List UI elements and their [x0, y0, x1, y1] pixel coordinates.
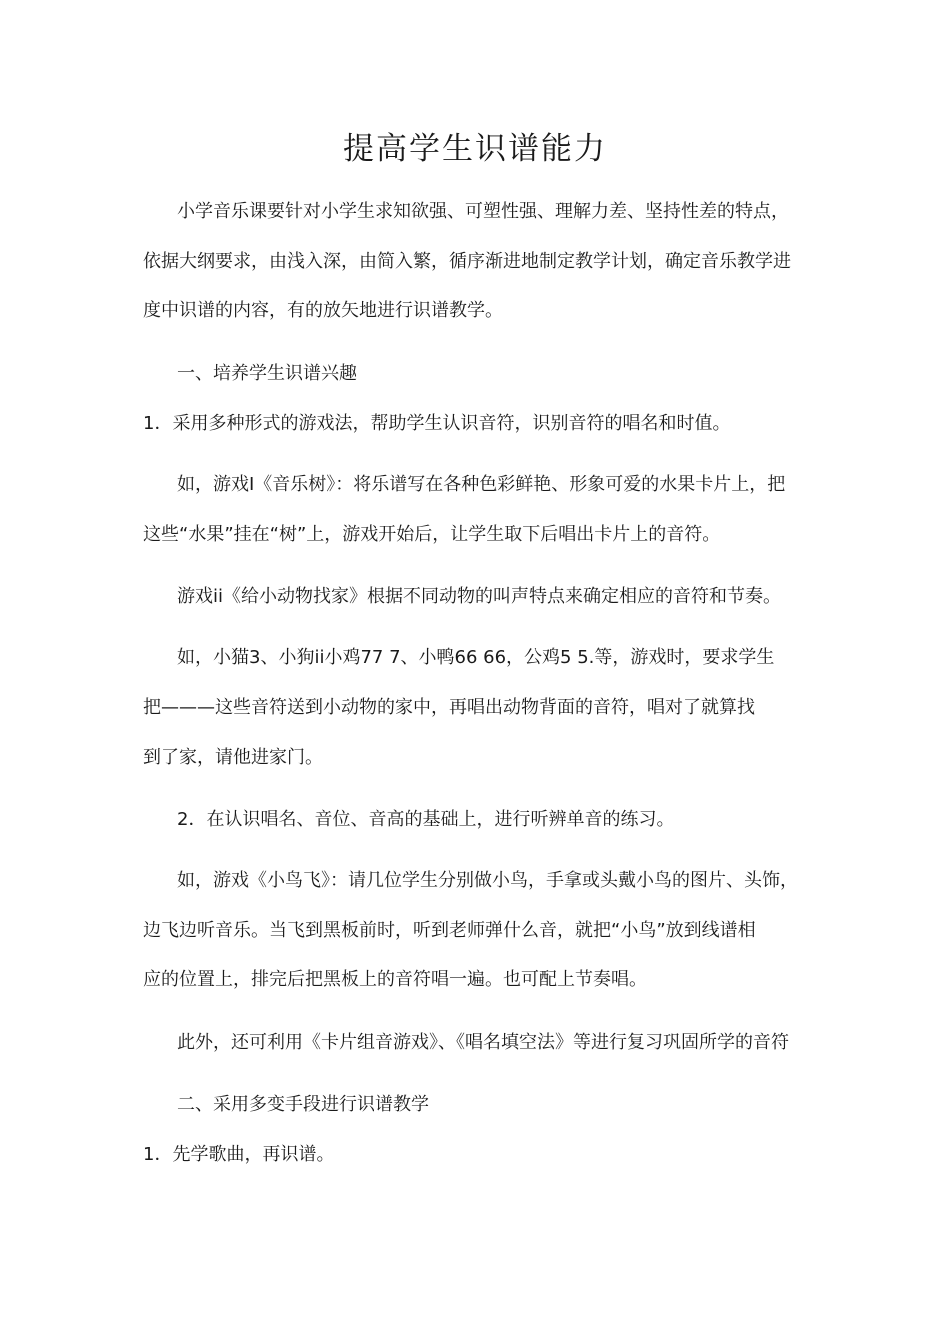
paragraph-line: 度中识谱的内容，有的放矢地进行识谱教学。	[143, 300, 503, 321]
paragraph-line: 这些“水果”挂在“树”上，游戏开始后，让学生取下后唱出卡片上的音符。	[143, 524, 721, 545]
list-item: 2．在认识唱名、音位、音高的基础上，进行听辨单音的练习。	[177, 809, 675, 830]
paragraph-line: 依据大纲要求，由浅入深，由简入繁，循序渐进地制定教学计划，确定音乐教学进	[143, 251, 791, 272]
paragraph-line: 如，小猫3、小狗ii小鸡77 7、小鸭66 66，公鸡5 5.等，游戏时，要求学生	[177, 647, 775, 668]
paragraph-line: 应的位置上，排完后把黑板上的音符唱一遍。也可配上节奏唱。	[143, 969, 647, 990]
paragraph-line: 此外，还可利用《卡片组音游戏》、《唱名填空法》等进行复习巩固所学的音符	[177, 1032, 789, 1053]
list-item: 1．采用多种形式的游戏法，帮助学生认识音符，识别音符的唱名和时值。	[143, 413, 731, 434]
paragraph-line: 到了家，请他进家门。	[143, 747, 323, 768]
paragraph-line: 小学音乐课要针对小学生求知欲强、可塑性强、理解力差、坚持性差的特点，	[177, 201, 789, 222]
list-item: 1．先学歌曲，再识谱。	[143, 1144, 335, 1165]
page-title: 提高学生识谱能力	[343, 131, 607, 167]
section-heading: 二、采用多变手段进行识谱教学	[177, 1094, 429, 1115]
paragraph-line: 如，游戏《小鸟飞》：请几位学生分别做小鸟，手拿或头戴小鸟的图片、头饰，	[177, 870, 798, 891]
section-heading: 一、培养学生识谱兴趣	[177, 363, 357, 384]
paragraph-line: 边飞边听音乐。当飞到黑板前时，听到老师弹什么音，就把“小鸟”放到线谱相	[143, 920, 756, 941]
paragraph-line: 如，游戏Ⅰ《音乐树》：将乐谱写在各种色彩鲜艳、形象可爱的水果卡片上，把	[177, 474, 786, 495]
paragraph-line: 游戏ii《给小动物找家》根据不同动物的叫声特点来确定相应的音符和节奏。	[177, 586, 781, 607]
paragraph-line: 把———这些音符送到小动物的家中，再唱出动物背面的音符，唱对了就算找	[143, 697, 755, 718]
